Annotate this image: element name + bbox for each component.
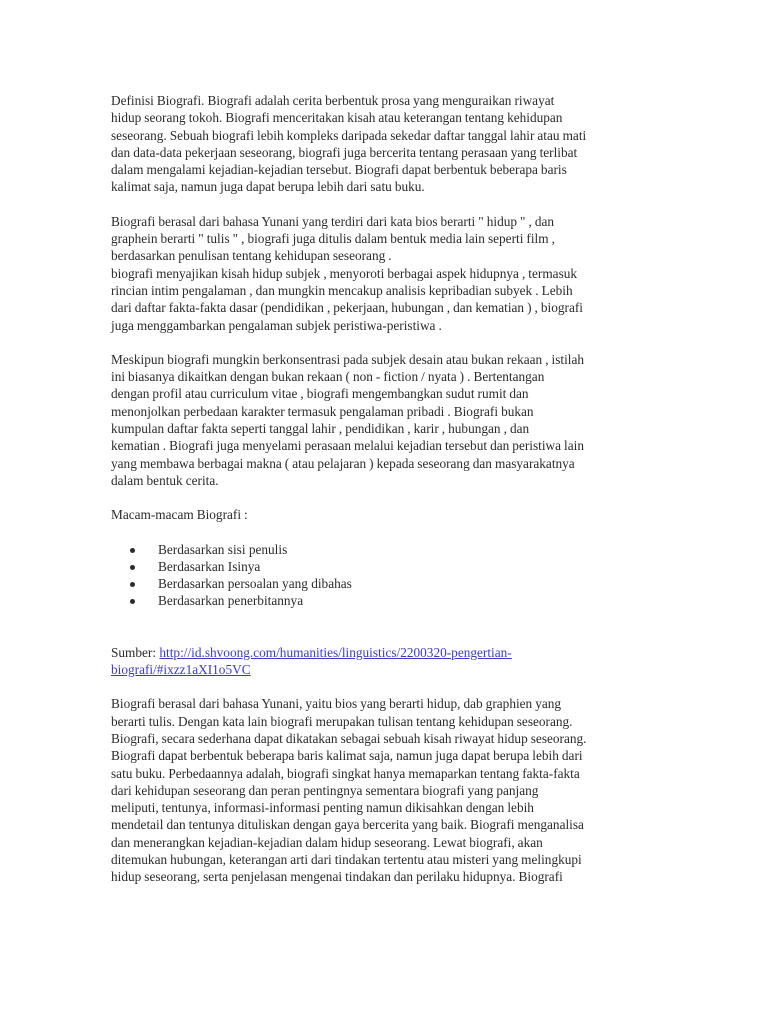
- list-item-label: Berdasarkan persoalan yang dibahas: [158, 576, 352, 592]
- paragraph-definisi: Definisi Biografi. Biografi adalah cerita berbentuk prosa yang menguraikan riwayat hidup seorang tokoh. Biografi menceritakan kisah atau keterangan tentang kehidupan seseorang. Sebuah biografi lebih kompleks daripada sekedar daftar tanggal lahir atau mati dan data-data pekerjaan seseorang, biografi juga bercerita tentang perasaan yang terlibat dalam mengalami kejadian-kejadian tersebut. Biografi dapat berbentuk beberapa baris kalimat saja, namun juga dapat berupa lebih dari satu buku.: [111, 93, 587, 195]
- document-page: [111, 92, 631, 903]
- paragraph-asal-bahasa: Biografi berasal dari bahasa Yunani yang terdiri dari kata bios berarti " hidup " , dan graphein berarti " tulis " , biografi juga ditulis dalam bentuk media lain seperti film , berdasarkan penulisan tentang kehidupan seseorang . biografi menyajikan kisah hidup subjek , menyoroti berbagai aspek hidupnya , termasuk rincian intim pengalaman , dan mungkin mencakup analisis kepribadian subyek . Lebih dari daftar fakta-fakta dasar (pendidikan , pekerjaan, hubungan , dan kematian ) , biografi juga menggambarkan pengalaman subjek peristiwa-peristiwa .: [111, 213, 583, 333]
- source-link[interactable]: http://id.shvoong.com/humanities/linguistics/2200320-pengertian- biografi/#ixzz1aXI1o5VC: [111, 644, 512, 678]
- paragraph-macam-heading: Macam-macam Biografi :: [111, 507, 248, 523]
- paragraph-final: Biografi berasal dari bahasa Yunani, yaitu bios yang berarti hidup, dab graphien yang berarti tulis. Dengan kata lain biografi merupakan tulisan tentang kehidupan seseorang. Biografi, secara sederhana dapat dikatakan sebagai sebuah kisah riwayat hidup seseorang. Biografi dapat berbentuk beberapa baris kalimat saja, namun juga dapat berupa lebih dari satu buku. Perbedaannya adalah, biografi singkat hanya memaparkan tentang fakta-fakta dari kehidupan seseorang dan peran pentingnya sementara biografi yang panjang meliputi, tentunya, informasi-informasi penting namun dikisahkan dengan lebih mendetail dan tentunya dituliskan dengan gaya bercerita yang baik. Biografi menganalisa dan menerangkan kejadian-kejadian dalam hidup seseorang. Lewat biografi, akan ditemukan hubungan, keterangan arti dari tindakan tertentu atau misteri yang melingkupi hidup seseorang, serta penjelasan mengenai tindakan dan perilaku hidupnya. Biografi: [111, 696, 587, 885]
- list-item: [111, 541, 631, 558]
- paragraph-meskipun: Meskipun biografi mungkin berkonsentrasi pada subjek desain atau bukan rekaan , istilah ini biasanya dikaitkan dengan bukan rekaan ( non - fiction / nyata ) . Bertentangan dengan profil atau curriculum vitae , biografi mengembangkan sudut rumit dan menonjolkan perbedaan karakter termasuk pengalaman pribadi . Biografi bukan kumpulan daftar fakta seperti tanggal lahir , pendidikan , karir , hubungan , dan kematian . Biografi juga menyelami perasaan melalui kejadian tersebut dan peristiwa lain yang membawa berbagai makna ( atau pelajaran ) kepada seseorang dan masyarakatnya dalam bentuk cerita.: [111, 351, 585, 488]
- bullet-icon: [130, 548, 135, 553]
- source-line: [111, 644, 631, 679]
- list-item-label: Berdasarkan Isinya: [158, 558, 261, 574]
- blank-line: [111, 627, 631, 644]
- bullet-icon: [130, 582, 135, 587]
- list-item: [111, 558, 631, 575]
- bullet-icon: [130, 599, 135, 604]
- list-item: [111, 575, 631, 592]
- list-item: [111, 592, 631, 609]
- list-item-label: Berdasarkan sisi penulis: [158, 541, 288, 557]
- list-item-label: Berdasarkan penerbitannya: [158, 593, 304, 609]
- macam-biografi-list: [111, 541, 631, 610]
- bullet-icon: [130, 565, 135, 570]
- source-label: Sumber:: [111, 644, 160, 660]
